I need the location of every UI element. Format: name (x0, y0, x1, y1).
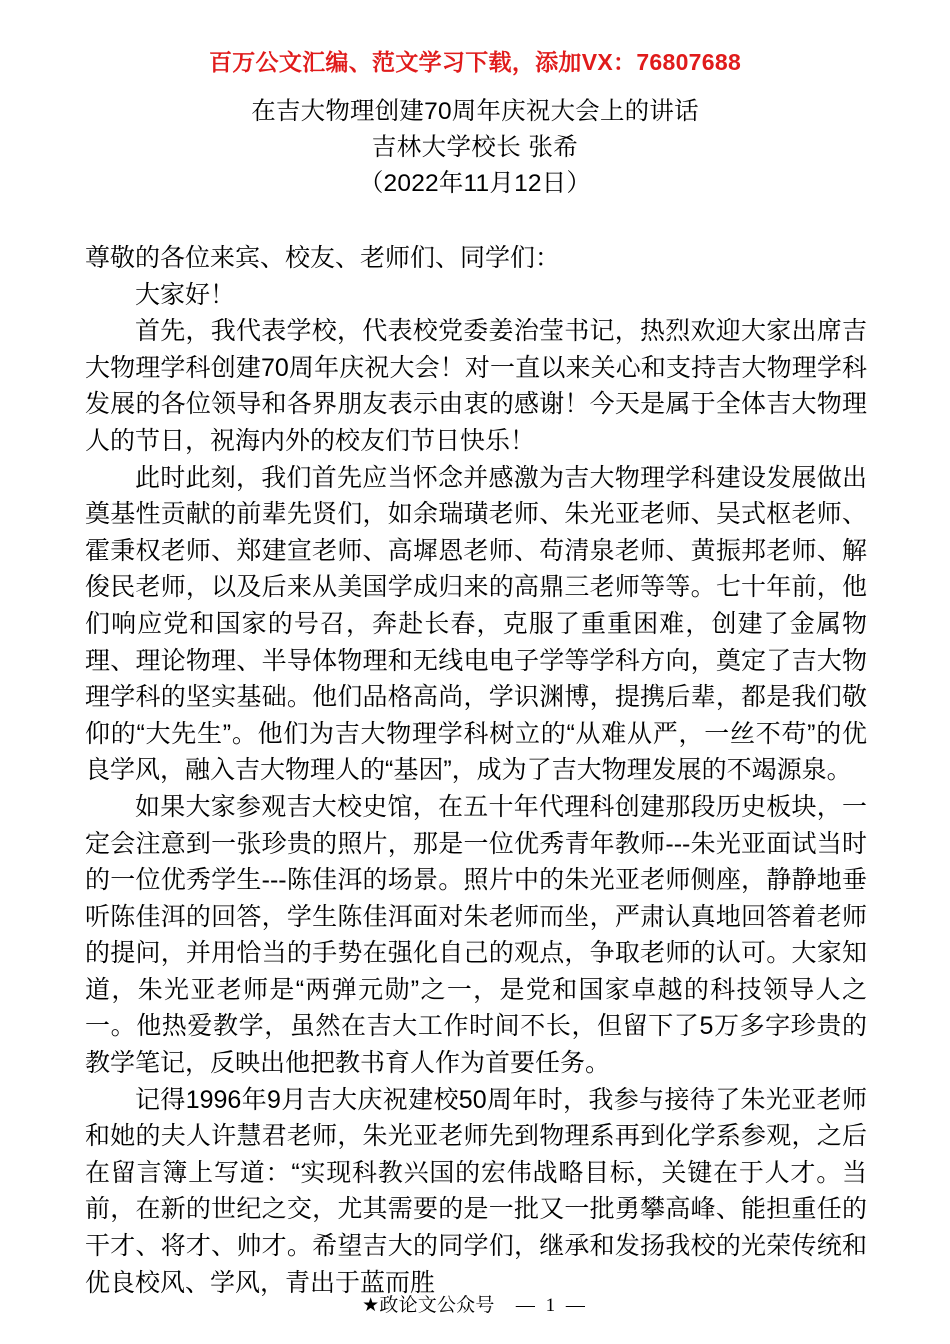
title-block (0, 97, 950, 205)
footer-watermark: ★政论文公众号 (362, 1295, 495, 1316)
paragraph-1996-visit: 记得1996年9月吉大庆祝建校50周年时，我参与接待了朱光亚老师和她的夫人许慧君老师，朱光亚老师先到物理系再到化学系参观，之后在留言簿上写道：“实现科教兴国的宏伟战略目标，关键在于人才。当前，在新的世纪之交，尤其需要的是一批又一批勇攀高峰、能担重任的干才、将才、帅才。希望吉大的同学们，继承和发扬我校的光荣传统和优良校风、学风，青出于蓝而胜 (85, 1085, 867, 1297)
paragraph-salutation: 尊敬的各位来宾、校友、老师们、同学们： (85, 244, 561, 272)
paragraph-founders: 此时此刻，我们首先应当怀念并感激为吉大物理学科建设发展做出奠基性贡献的前辈先贤们，如余瑞璜老师、朱光亚老师、吴式枢老师、霍秉权老师、郑建宣老师、高墀恩老师、苟清泉老师、黄振邦老师、解俊民老师，以及后来从美国学成归来的高鼎三老师等等。七十年前，他们响应党和国家的号召，奔赴长春，克服了重重困难，创建了金属物理、理论物理、半导体物理和无线电电子学等学科方向，奠定了吉大物理学科的坚实基础。他们品格高尚，学识渊博，提携后辈，都是我们敬仰的“大先生”。他们为吉大物理学科树立的“从难从严，一丝不苟”的优良学风，融入吉大物理人的“基因”，成为了吉大物理发展的不竭源泉。 (85, 463, 867, 785)
document-author: 吉林大学校长 张希 (371, 134, 579, 161)
page-footer (0, 1290, 950, 1317)
page-number: — 1 — (515, 1295, 588, 1316)
paragraph-greeting: 大家好！ (135, 280, 236, 309)
paragraph-welcome: 首先，我代表学校，代表校党委姜治莹书记，热烈欢迎大家出席吉大物理学科创建70周年庆祝大会！对一直以来关心和支持吉大物理学科发展的各位领导和各界朋友表示由衷的感谢！今天是属于全体吉大物理人的节日，祝海内外的校友们节日快乐！ (85, 317, 867, 455)
promo-banner: 百万公文汇编、范文学习下载，添加VX：76807688 (208, 49, 742, 75)
document-body (85, 240, 867, 1301)
document-date: （2022年11月12日） (358, 170, 592, 197)
paragraph-photo-story: 如果大家参观吉大校史馆，在五十年代理科创建那段历史板块，一定会注意到一张珍贵的照片，那是一位优秀青年教师---朱光亚面试当时的一位优秀学生---陈佳洱的场景。照片中的朱光亚老师侧座，静静地垂听陈佳洱的回答，学生陈佳洱面对朱老师而坐，严肃认真地回答着老师的提问，并用恰当的手势在强化自己的观点，争取老师的认可。大家知道，朱光亚老师是“两弹元勋”之一，是党和国家卓越的科技领导人之一。他热爱教学，虽然在吉大工作时间不长，但留下了5万多字珍贵的教学笔记，反映出他把教书育人作为首要任务。 (85, 792, 867, 1078)
document-title: 在吉大物理创建70周年庆祝大会上的讲话 (251, 98, 699, 125)
